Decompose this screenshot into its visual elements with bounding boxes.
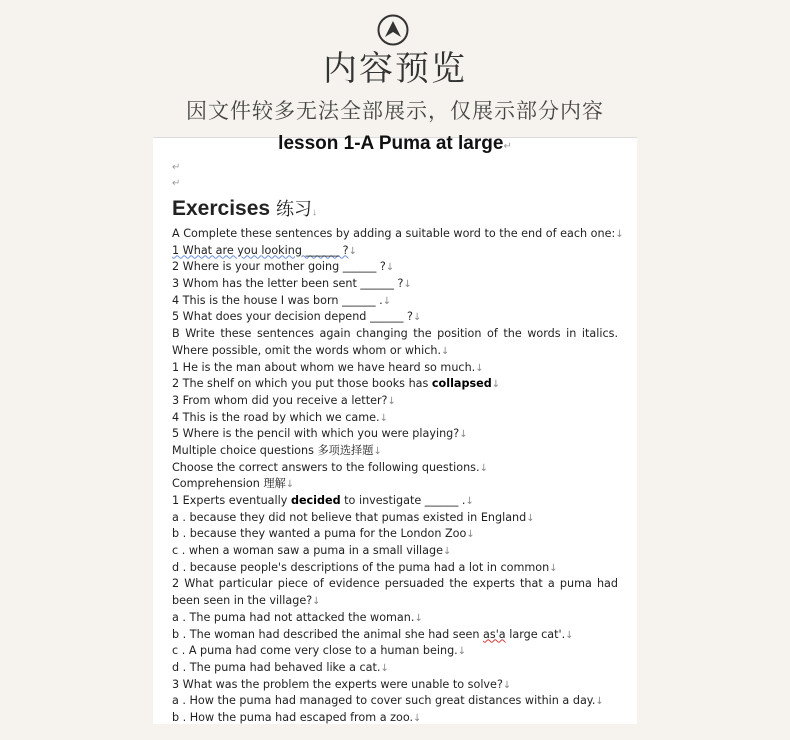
- text-line: 5 Where is the pencil with which you were playing?↓: [172, 427, 468, 441]
- text-line: 3 From whom did you receive a letter?↓: [172, 393, 396, 407]
- text-line: B Write these sentences again changing the position of the words in italics. Where possible, omit the words whom or which.↓: [172, 327, 618, 357]
- preview-subtitle: 因文件较多无法全部展示，仅展示部分内容: [186, 99, 604, 123]
- text-line: Choose the correct answers to the following questions.↓: [172, 460, 488, 474]
- text-line: 2 What particular piece of evidence persuaded the experts that a puma had been seen in the village?↓: [172, 577, 618, 608]
- text-line: A Complete these sentences by adding a suitable word to the end of each one:↓: [172, 227, 624, 240]
- text-line: 3 What was the problem the experts were unable to solve?↓: [172, 677, 512, 691]
- text-line: 4 This is the road by which we came.↓: [172, 410, 388, 424]
- exercise-text: [172, 226, 624, 727]
- text-line: d . The puma had behaved like a cat.↓: [172, 660, 389, 674]
- text-line: 2 Where is your mother going ______ ?↓: [172, 260, 395, 274]
- text-line: b . because they wanted a puma for the London Zoo↓: [172, 527, 475, 541]
- paragraph-mark: ↵: [172, 178, 181, 189]
- text-line: 5 What does your decision depend ______ ?↓: [172, 310, 422, 324]
- text-line: a . How the puma had managed to cover such great distances within a day.↓: [172, 694, 604, 708]
- text-line: Comprehension 理解↓: [172, 477, 295, 491]
- text-line: b . How the puma had escaped from a zoo.↓: [172, 710, 422, 724]
- exercises-heading: Exercises 练习↓: [172, 197, 317, 220]
- text-line: a . because they did not believe that pumas existed in England↓: [172, 510, 535, 524]
- document-page: [153, 133, 637, 724]
- text-line: 4 This is the house I was born ______ .↓: [172, 293, 392, 307]
- text-line: b . The woman had described the animal she had seen as'a large cat'.↓: [172, 627, 574, 641]
- preview-title: 内容预览: [323, 49, 467, 89]
- preview-header: [0, 0, 790, 137]
- document-title: lesson 1-A Puma at large↵: [278, 133, 512, 154]
- text-line: c . when a woman saw a puma in a small village↓: [172, 544, 452, 558]
- text-line: 3 Whom has the letter been sent ______ ?↓: [172, 277, 412, 291]
- upward-arrow-circle-icon: [377, 14, 409, 46]
- text-line: 1 Experts eventually decided to investigate ______ .↓: [172, 494, 474, 508]
- paragraph-mark: ↵: [172, 162, 181, 173]
- text-line: 2 The shelf on which you put those books has collapsed↓: [172, 377, 501, 391]
- text-line: d . because people's descriptions of the puma had a lot in common↓: [172, 560, 558, 574]
- text-line: Multiple choice questions 多项选择题↓: [172, 443, 382, 457]
- text-line: c . A puma had come very close to a human being.↓: [172, 644, 467, 658]
- text-line: 1 What are you looking ______ ?↓: [172, 243, 357, 257]
- text-line: 1 He is the man about whom we have heard so much.↓: [172, 360, 484, 374]
- text-line: a . The puma had not attacked the woman.↓: [172, 610, 423, 624]
